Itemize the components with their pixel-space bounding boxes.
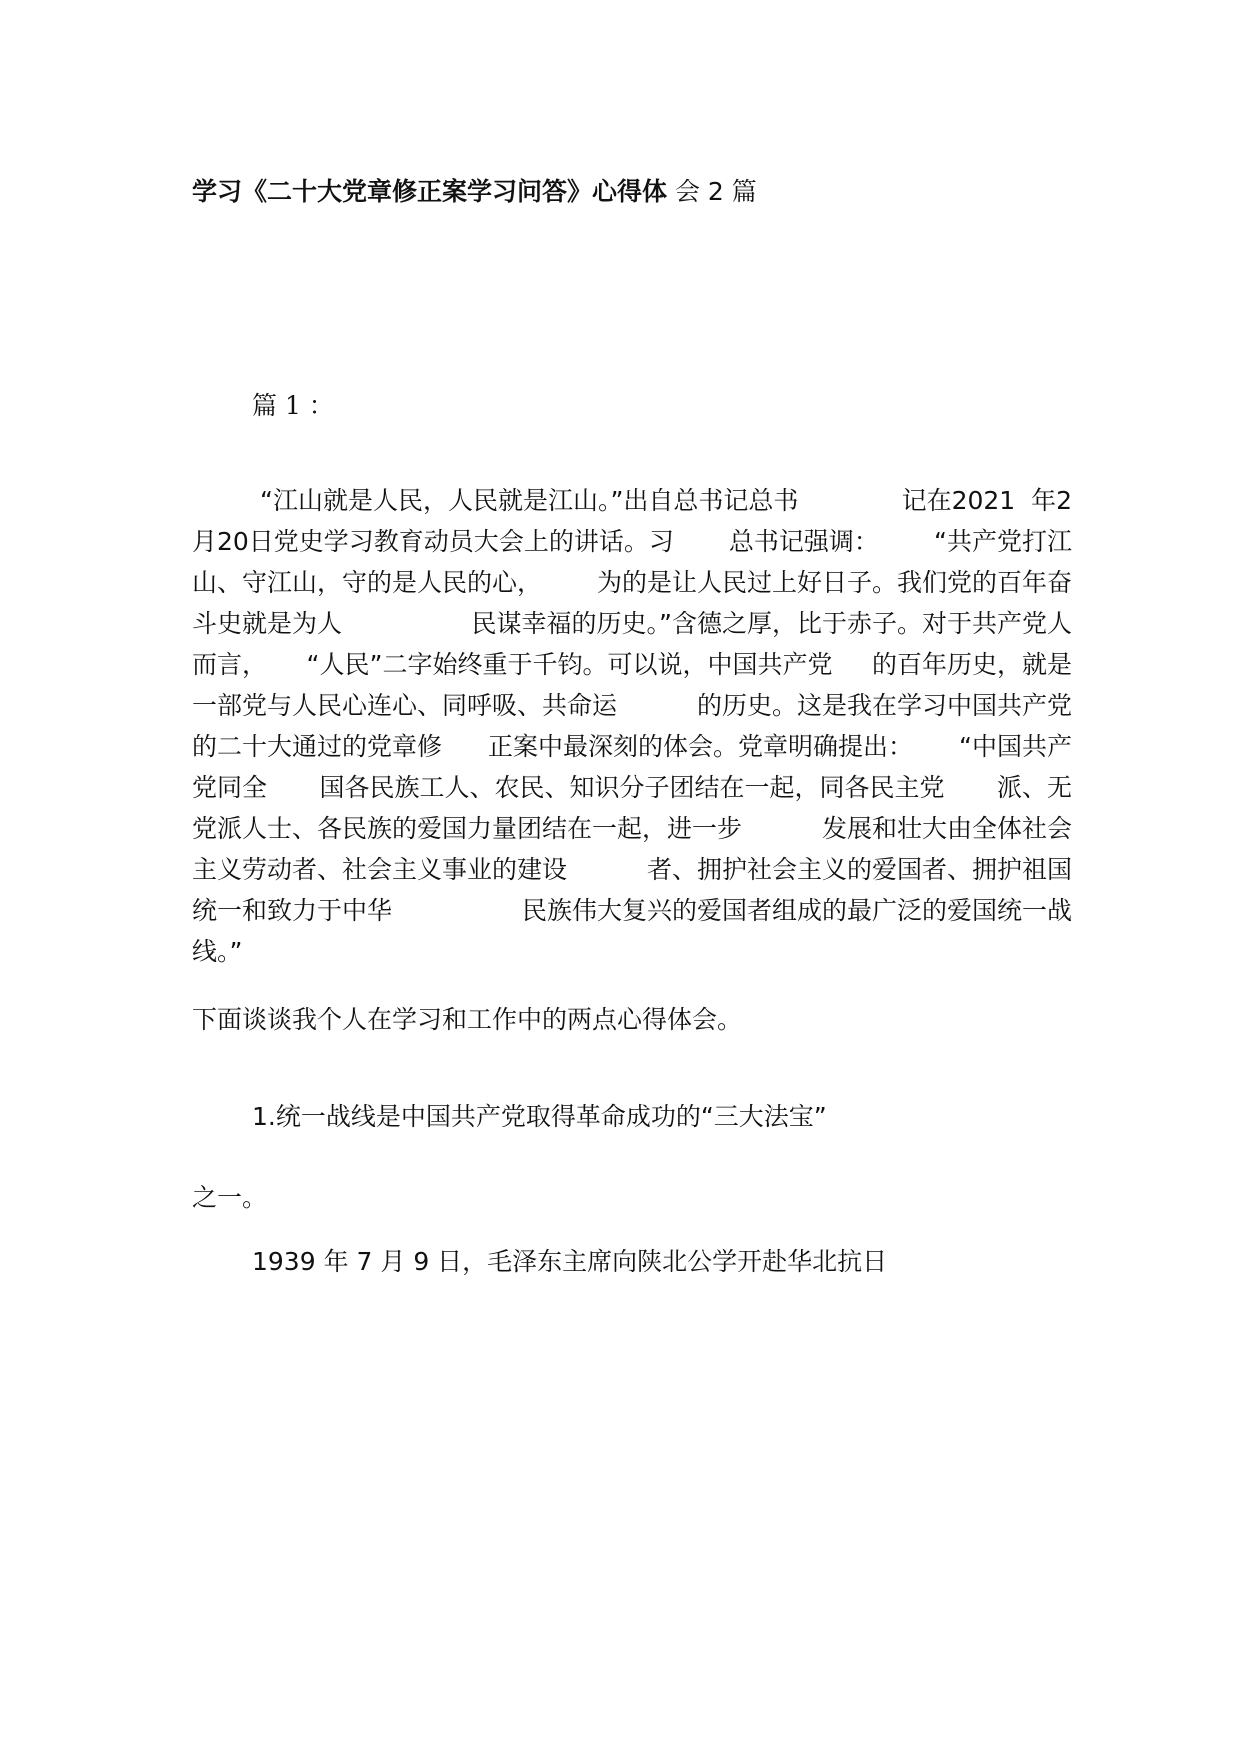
last-paragraph: 1939 年 7 月 9 日，毛泽东主席向陕北公学开赴华北抗日 — [252, 1247, 888, 1276]
paragraph-line — [192, 521, 1072, 562]
line-segment: 线。” — [192, 937, 243, 966]
line-segment: 为的是让人民过上好日子。我们党的百年奋 — [596, 568, 1072, 597]
line-segment: 国各民族工人、农民、知识分子团结在一起，同各民主党 — [319, 773, 945, 802]
line-segment: 发展和壮大由全体社会 — [821, 814, 1072, 843]
paragraph-line — [192, 890, 1072, 931]
line-segment: 月20日党史学习教育动员大会上的讲话。习 — [192, 527, 674, 556]
line-segment: 斗史就是为人 — [192, 609, 343, 638]
line-segment: 而言， — [192, 650, 268, 679]
paragraph-line — [192, 644, 1072, 685]
line-segment: 主义劳动者、社会主义事业的建设 — [192, 855, 568, 884]
line-segment: 的历史。这是我在学习中国共产党 — [696, 691, 1072, 720]
line-segment: 山、守江山，守的是人民的心， — [192, 568, 543, 597]
paragraph-line — [192, 685, 1072, 726]
line-segment: 的二十大通过的党章修 — [192, 732, 443, 761]
paragraph-line — [192, 726, 1072, 767]
line-segment: “中国共产 — [959, 732, 1072, 761]
line-segment: 党派人士、各民族的爱国力量团结在一起，进一步 — [192, 814, 743, 843]
line-segment: 总书记强调： — [728, 527, 879, 556]
line-segment: “共产党打江 — [934, 527, 1072, 556]
line-segment: 民族伟大复兴的爱国者组成的最广泛的爱国统一战 — [521, 896, 1072, 925]
intro-sentence: 下面谈谈我个人在学习和工作中的两点心得体会。 — [192, 1005, 743, 1034]
paragraph-line — [192, 849, 1072, 890]
point-1-tail: 之一。 — [192, 1183, 268, 1212]
title-main: 学习《二十大党章修正案学习问答》心得体 — [192, 177, 668, 206]
first-paragraph — [192, 480, 1072, 972]
line-segment: 统一和致力于中华 — [192, 896, 393, 925]
paragraph-line — [192, 931, 1072, 972]
title-suffix: 会 2 篇 — [667, 177, 757, 206]
document-title — [192, 172, 757, 208]
line-segment: 的百年历史，就是 — [871, 650, 1072, 679]
line-segment: 正案中最深刻的体会。党章明确提出： — [488, 732, 914, 761]
paragraph-line — [192, 767, 1072, 808]
section-label: 篇 1 ： — [252, 391, 334, 420]
line-segment: 者、拥护社会主义的爱国者、拥护祖国 — [646, 855, 1072, 884]
line-segment: “人民”二字始终重于千钧。可以说，中国共产党 — [306, 650, 833, 679]
paragraph-line — [192, 808, 1072, 849]
line-segment: “江山就是人民，人民就是江山。”出自总书记总书 — [260, 486, 799, 515]
line-segment: 一部党与人民心连心、同呼吸、共命运 — [192, 691, 618, 720]
line-segment: 党同全 — [192, 773, 268, 802]
paragraph-line — [192, 603, 1072, 644]
line-segment: 派、无 — [996, 773, 1072, 802]
line-segment: 民谋幸福的历史。”含德之厚，比于赤子。对于共产党人 — [471, 609, 1072, 638]
point-1-heading: 1.统一战线是中国共产党取得革命成功的“三大法宝” — [252, 1102, 827, 1131]
line-segment: 记在2021 年2 — [901, 486, 1072, 515]
paragraph-line — [192, 562, 1072, 603]
paragraph-line — [192, 480, 1072, 521]
